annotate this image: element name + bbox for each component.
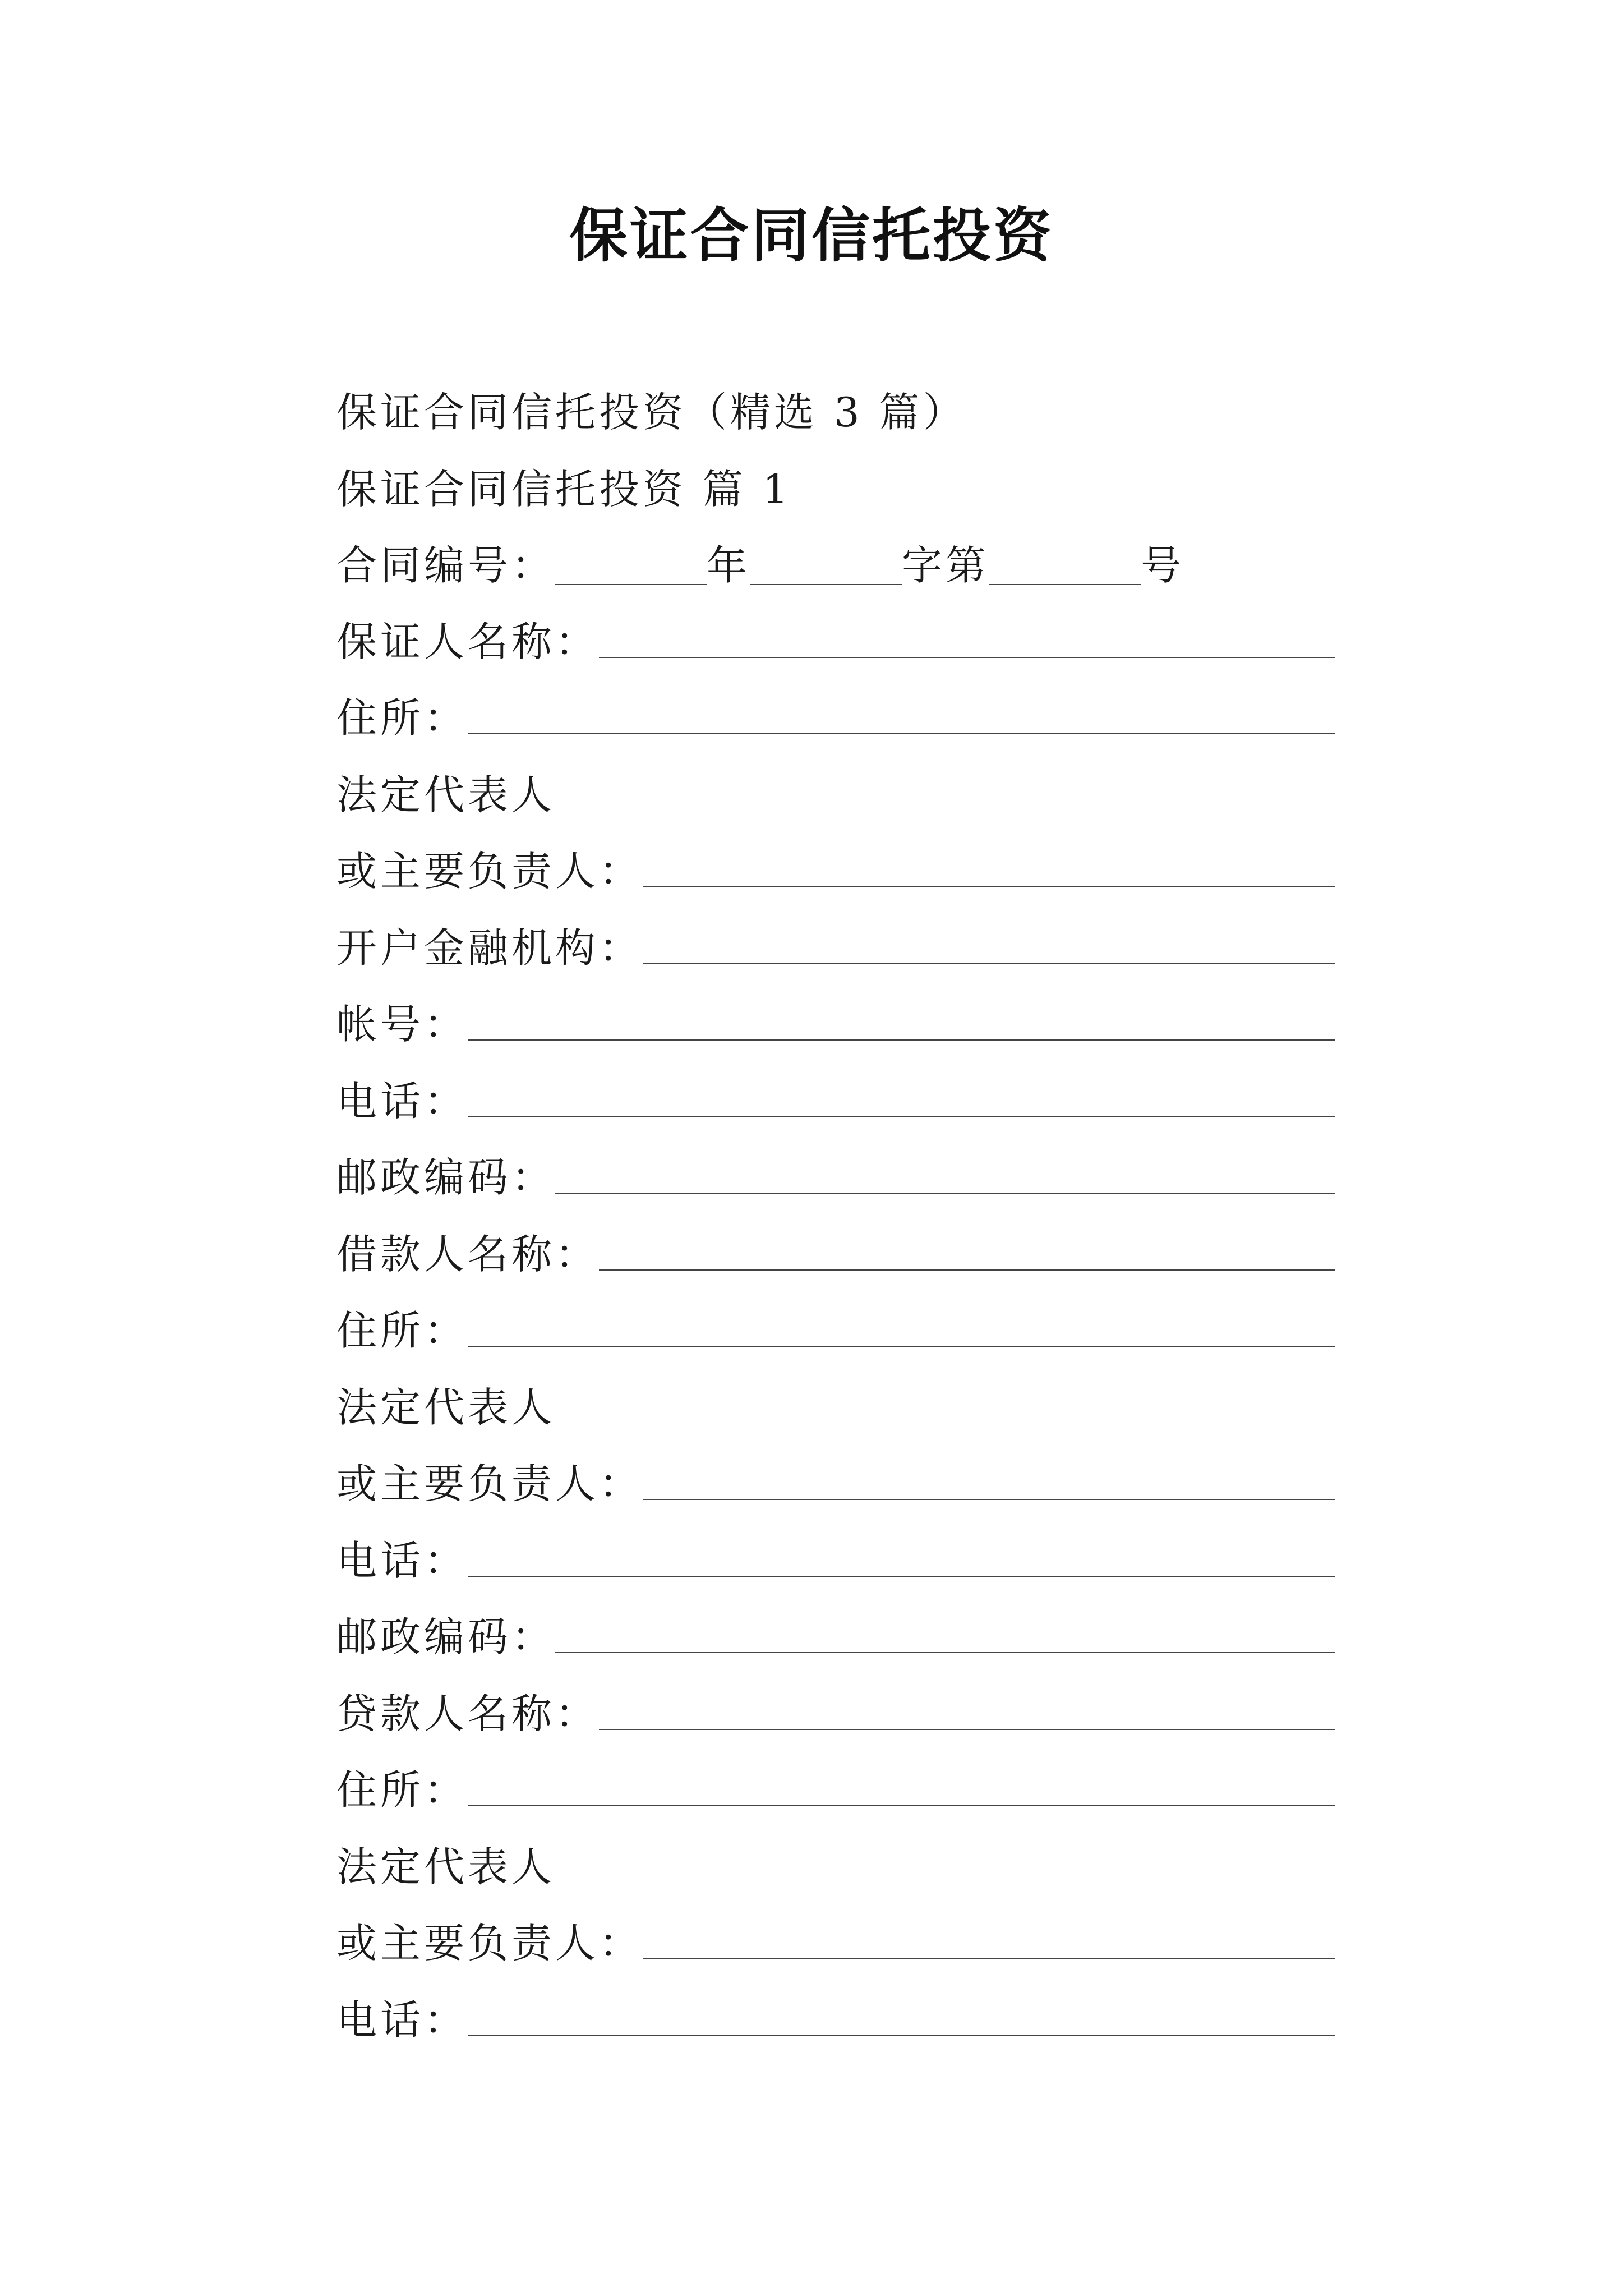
field-row bbox=[336, 1910, 1335, 1977]
field-label: 邮政编码： bbox=[336, 1613, 556, 1660]
fill-in-line[interactable] bbox=[468, 733, 1335, 734]
contract-word-blank[interactable] bbox=[750, 584, 902, 585]
fill-in-line[interactable] bbox=[468, 2035, 1335, 2036]
field-row bbox=[336, 1144, 1335, 1211]
fill-in-line[interactable] bbox=[468, 1805, 1335, 1806]
section-heading: 保证合同信托投资 篇 1 bbox=[336, 466, 792, 513]
field-label: 住所： bbox=[336, 1766, 468, 1814]
contract-number-suffix: 号 bbox=[1141, 542, 1185, 589]
fill-in-line[interactable] bbox=[468, 1576, 1335, 1577]
contract-year-blank[interactable] bbox=[555, 584, 707, 585]
fill-in-line[interactable] bbox=[599, 657, 1335, 658]
field-row bbox=[336, 608, 1335, 675]
field-row bbox=[336, 1680, 1335, 1747]
field-label: 电话： bbox=[336, 1996, 468, 2044]
fill-in-line[interactable] bbox=[555, 1652, 1335, 1653]
field-label: 法定代表人 bbox=[336, 1384, 556, 1431]
field-row bbox=[336, 1450, 1335, 1517]
contract-year-suffix: 年 bbox=[707, 542, 751, 589]
field-row bbox=[336, 914, 1335, 982]
contract-word-suffix: 字第 bbox=[902, 542, 990, 589]
fill-in-line[interactable] bbox=[643, 886, 1335, 887]
field-label: 电话： bbox=[336, 1078, 468, 1125]
field-row bbox=[336, 1374, 1335, 1441]
field-row bbox=[336, 761, 1335, 829]
field-row bbox=[336, 1068, 1335, 1135]
field-row bbox=[336, 1527, 1335, 1594]
field-row bbox=[336, 1297, 1335, 1364]
field-label: 住所： bbox=[336, 1307, 468, 1354]
contract-number-row bbox=[336, 532, 1335, 599]
field-label: 或主要负责人： bbox=[336, 1460, 643, 1507]
field-label: 或主要负责人： bbox=[336, 848, 643, 895]
fill-in-line[interactable] bbox=[599, 1269, 1335, 1271]
field-row bbox=[336, 991, 1335, 1058]
field-label: 电话： bbox=[336, 1537, 468, 1584]
field-label: 帐号： bbox=[336, 1001, 468, 1048]
field-label: 开户金融机构： bbox=[336, 924, 643, 972]
fill-in-line[interactable] bbox=[643, 1958, 1335, 1959]
field-row bbox=[336, 1833, 1335, 1901]
fill-in-line[interactable] bbox=[468, 1346, 1335, 1347]
field-row bbox=[336, 1986, 1335, 2054]
fill-in-line[interactable] bbox=[643, 963, 1335, 964]
field-label: 住所： bbox=[336, 694, 468, 742]
fill-in-line[interactable] bbox=[468, 1116, 1335, 1117]
field-label: 保证人名称： bbox=[336, 618, 600, 665]
fill-in-line[interactable] bbox=[555, 1193, 1335, 1194]
field-row bbox=[336, 684, 1335, 752]
field-label: 法定代表人 bbox=[336, 1843, 556, 1890]
document-title: 保证合同信托投资 bbox=[569, 201, 1054, 270]
fill-in-line[interactable] bbox=[643, 1499, 1335, 1500]
field-label: 法定代表人 bbox=[336, 771, 556, 818]
field-label: 贷款人名称： bbox=[336, 1690, 600, 1737]
field-row bbox=[336, 1756, 1335, 1824]
field-row bbox=[336, 838, 1335, 905]
fill-in-line[interactable] bbox=[599, 1729, 1335, 1730]
contract-number-blank[interactable] bbox=[989, 584, 1141, 585]
field-label: 借款人名称： bbox=[336, 1231, 600, 1278]
document-subtitle: 保证合同信托投资（精选 3 篇） bbox=[336, 389, 967, 436]
fill-in-line[interactable] bbox=[468, 1039, 1335, 1041]
field-row bbox=[336, 1603, 1335, 1671]
field-label: 邮政编码： bbox=[336, 1154, 556, 1201]
field-label: 或主要负责人： bbox=[336, 1920, 643, 1967]
contract-number-label: 合同编号： bbox=[336, 542, 556, 589]
field-row bbox=[336, 1221, 1335, 1288]
